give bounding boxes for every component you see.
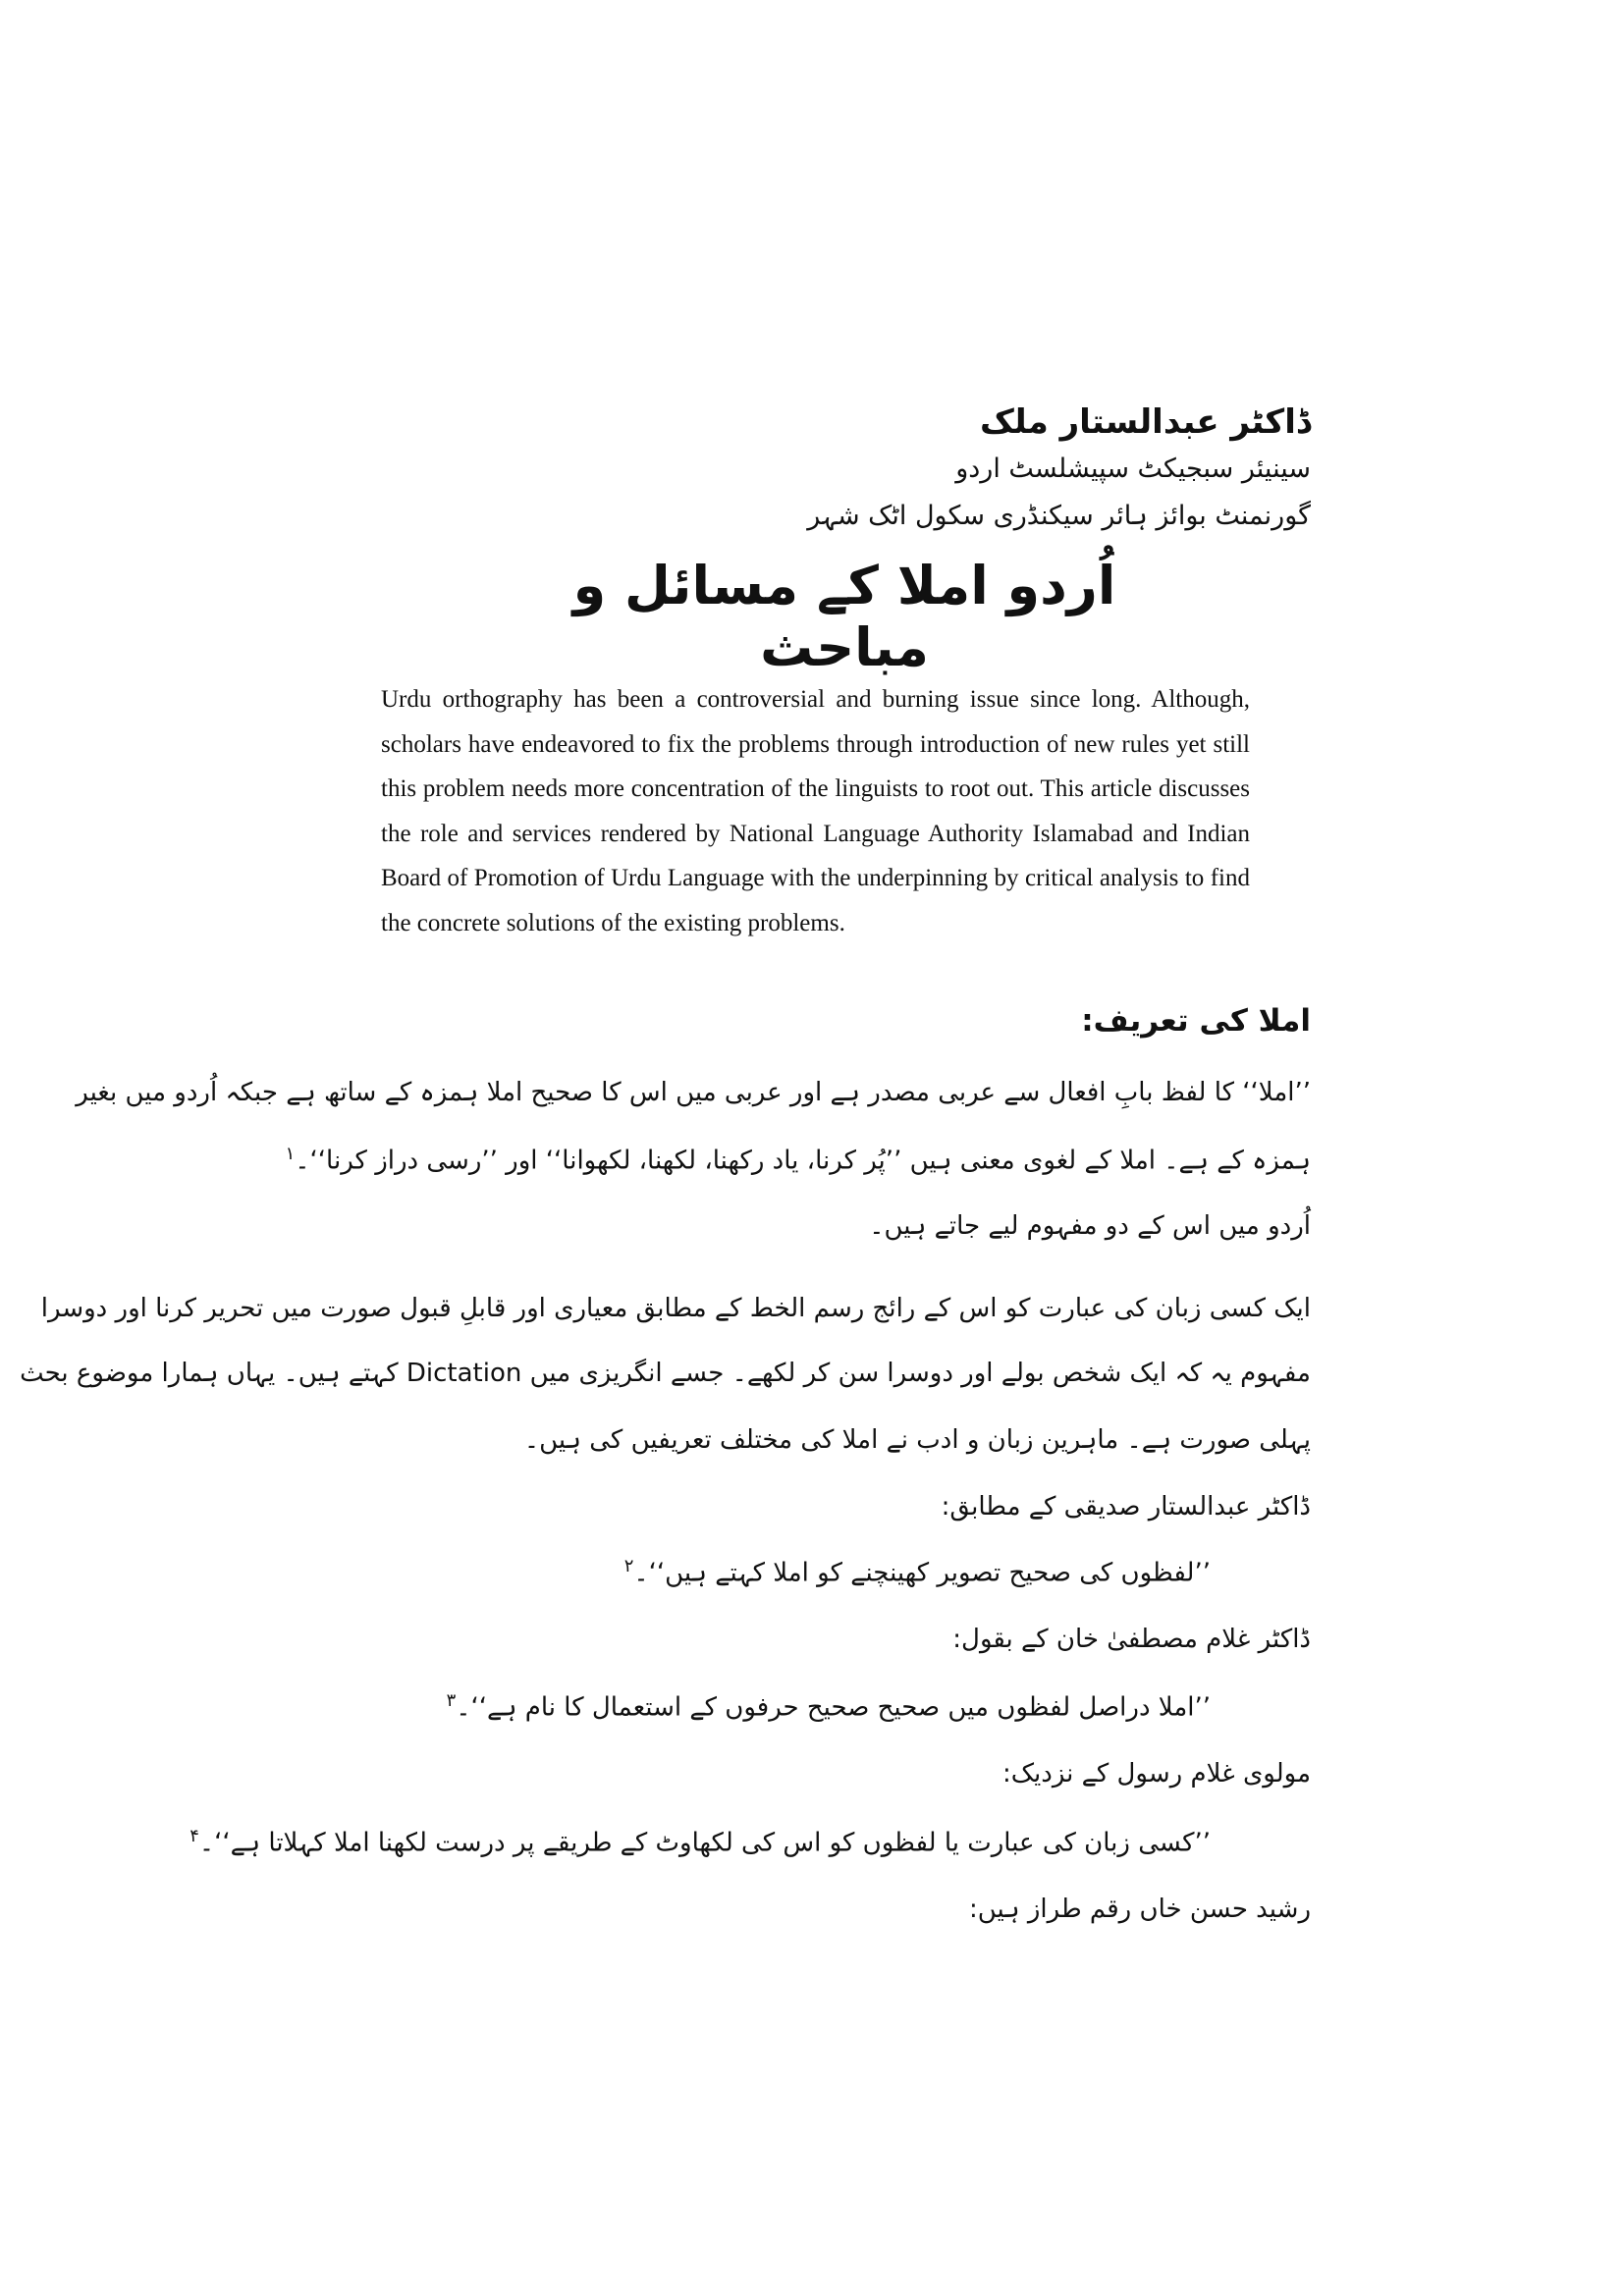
quote-line: ’’لفظوں کی صحیح تصویر کھینچنے کو املا کہتے ہیں‘‘۔$^۲$	[623, 1556, 1211, 1588]
author-designation: سینیئر سبجیکٹ سپیشلسٹ اردو	[955, 454, 1311, 484]
footnote-ref: ۳	[446, 1690, 457, 1711]
body-line: ایک کسی زبان کی عبارت کو اس کے رائج رسم الخط کے مطابق معیاری اور قابلِ قبول صورت میں تحریر کرنا اور دوسرا	[40, 1294, 1311, 1323]
body-line: ’’املا‘‘ کا لفظ بابِ افعال سے عربی مصدر ہے اور عربی میں اس کا صحیح املا ہمزہ کے ساتھ ہے جبکہ اُردو میں بغیر	[76, 1078, 1311, 1107]
body-line: ہمزہ کے ہے۔ املا کے لغوی معنی ہیں ’’پُر کرنا، یاد رکھنا، لکھنا، لکھوانا‘‘ اور ’’رسی دراز کرنا‘‘۔$^۱$	[285, 1144, 1311, 1176]
body-line: ڈاکٹر عبدالستار صدیقی کے مطابق:	[941, 1492, 1311, 1522]
body-line: پہلی صورت ہے۔ ماہرین زبان و ادب نے املا کی مختلف تعریفیں کی ہیں۔	[523, 1425, 1311, 1455]
body-line: ڈاکٹر غلام مصطفیٰ خان کے بقول:	[952, 1625, 1311, 1654]
body-line: اُردو میں اس کے دو مفہوم لیے جاتے ہیں۔	[869, 1211, 1311, 1241]
article-title: اُردو املا کے مسائل و مباحث	[572, 555, 1116, 678]
body-line: رشید حسن خاں رقم طراز ہیں:	[968, 1895, 1311, 1924]
footnote-ref: ۲	[623, 1556, 634, 1576]
quote-line: ’’املا دراصل لفظوں میں صحیح صحیح حرفوں کے استعمال کا نام ہے‘‘۔$^۳$	[446, 1690, 1211, 1723]
section-heading: املا کی تعریف:	[1081, 1003, 1311, 1039]
footnote-ref: ۱	[285, 1144, 296, 1164]
footnote-ref: ۴	[189, 1826, 199, 1846]
body-line: مولوی غلام رسول کے نزدیک:	[1001, 1759, 1311, 1789]
author-institution: گورنمنٹ بوائز ہائر سیکنڈری سکول اٹک شہر	[807, 501, 1311, 531]
author-name: ڈاکٹر عبدالستار ملک	[980, 402, 1311, 442]
abstract-paragraph: Urdu orthography has been a controversial and burning issue since long. Although, scholars have endeavored to fix the problems through introduction of new rules yet still this problem needs more concentration of the linguists to root out. This article discusses the role and services rendered by National Language Authority Islamabad and Indian Board of Promotion of Urdu Language with the underpinning by critical analysis to find the concrete solutions of the existing problems.	[381, 686, 1250, 936]
body-line: مفہوم یہ کہ ایک شخص بولے اور دوسرا سن کر لکھے۔ جسے انگریزی میں Dictation کہتے ہیں۔ یہاں ہمارا موضوع بحث	[20, 1359, 1311, 1388]
quote-line: ’’کسی زبان کی عبارت یا لفظوں کو اس کی لکھاوٹ کے طریقے پر درست لکھنا املا کہلاتا ہے‘‘۔$^۴$	[189, 1826, 1211, 1858]
